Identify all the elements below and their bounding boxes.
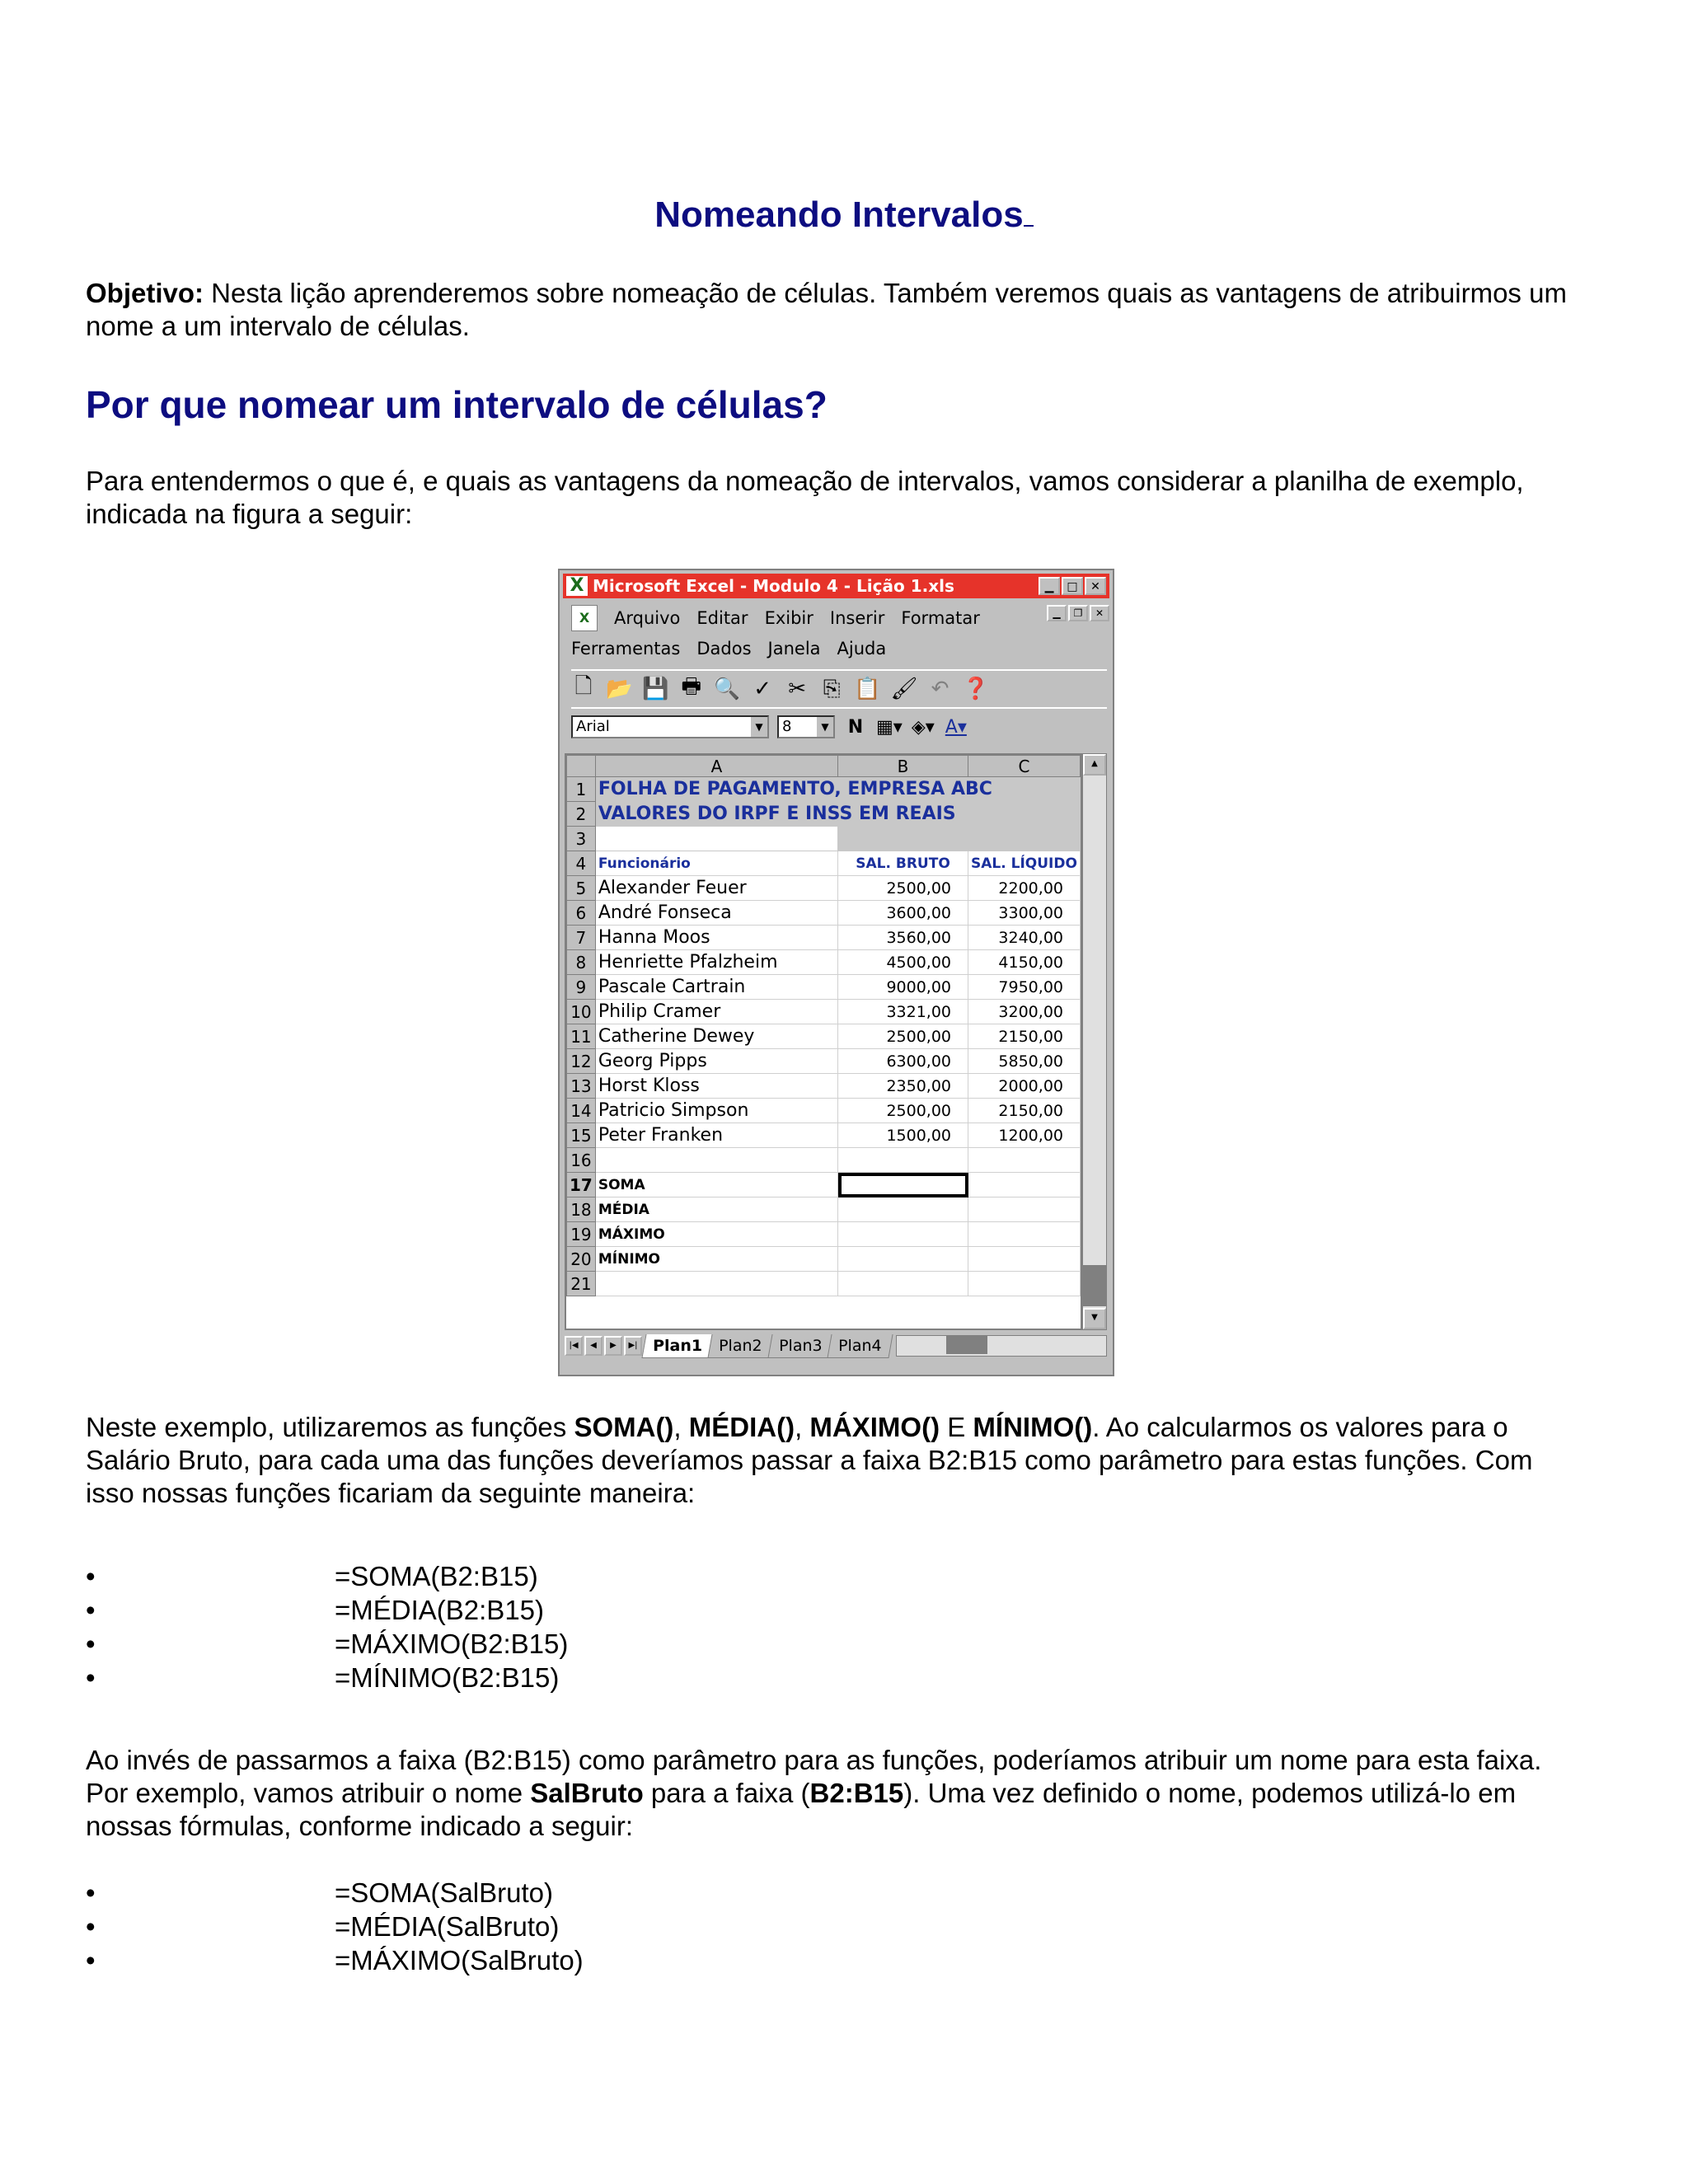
objective-paragraph: [86, 277, 1602, 343]
chevron-down-icon: ▼: [751, 717, 767, 737]
font-size-select[interactable]: [777, 715, 835, 738]
spelling-icon[interactable]: ✓: [753, 677, 772, 701]
bullet: •: [86, 1629, 96, 1659]
table-row: [567, 876, 1081, 901]
menu-janela[interactable]: Janela: [767, 639, 821, 658]
row-header[interactable]: 20: [567, 1247, 596, 1272]
table-row: [567, 1074, 1081, 1099]
table-row: [567, 1173, 1081, 1197]
selected-cell-b17[interactable]: [838, 1173, 968, 1197]
bullet: •: [86, 1595, 96, 1625]
cell-b16[interactable]: [838, 1148, 968, 1173]
row-header[interactable]: 1: [567, 777, 596, 802]
table-row: [567, 1000, 1081, 1024]
row-header[interactable]: 7: [567, 926, 596, 950]
intro-paragraph: [86, 465, 1602, 531]
row-header[interactable]: 13: [567, 1074, 596, 1099]
cell-name[interactable]: Catherine Dewey: [595, 1024, 837, 1049]
cell-sal-liquido[interactable]: 3300,00: [968, 901, 1081, 926]
cell-name[interactable]: Hanna Moos: [595, 926, 837, 950]
title-underscore: [1024, 197, 1034, 227]
chevron-down-icon: ▼: [817, 717, 833, 737]
table-row: [567, 802, 1081, 827]
vertical-scroll-thumb[interactable]: [1083, 1265, 1106, 1306]
workbook-restore-button[interactable]: ❐: [1068, 605, 1088, 621]
p3-line-1: Ao invés de passarmos a faixa (B2:B15) como parâmetro para as funções, poderíamos atribuir um nome para esta faixa.: [86, 1745, 1542, 1775]
cell-name[interactable]: Henriette Pfalzheim: [595, 950, 837, 975]
bullet: •: [86, 1911, 96, 1942]
cell-b4[interactable]: SAL. BRUTO: [838, 851, 968, 876]
functions-paragraph: [86, 1411, 1602, 1510]
cell-sal-liquido[interactable]: 7950,00: [968, 975, 1081, 1000]
formula-text: =MÁXIMO(SalBruto): [335, 1945, 584, 1975]
print-icon[interactable]: 🖶: [681, 674, 702, 699]
font-color-icon[interactable]: A▾: [945, 716, 967, 738]
cell-c21[interactable]: [968, 1272, 1081, 1296]
sheet-tab-label: Plan2: [719, 1336, 762, 1355]
table-row: [567, 975, 1081, 1000]
menu-ferramentas[interactable]: Ferramentas: [571, 639, 681, 658]
cell-b20[interactable]: [838, 1247, 968, 1272]
row-header[interactable]: 5: [567, 876, 596, 901]
cell-sal-liquido[interactable]: 1200,00: [968, 1123, 1081, 1148]
cell-name[interactable]: Alexander Feuer: [595, 876, 837, 901]
intro-line-1: Para entendermos o que é, e quais as vantagens da nomeação de intervalos, vamos considerar a planilha de exemplo,: [86, 466, 1524, 496]
cell-name[interactable]: Georg Pipps: [595, 1049, 837, 1074]
copy-icon[interactable]: ⎘: [823, 676, 841, 701]
cell-sal-bruto[interactable]: 6300,00: [838, 1049, 968, 1074]
cell-sal-bruto[interactable]: 2350,00: [838, 1074, 968, 1099]
cell-sal-liquido[interactable]: 5850,00: [968, 1049, 1081, 1074]
cell-a2[interactable]: VALORES DO IRPF E INSS EM REAIS: [595, 802, 1080, 827]
vertical-scrollbar[interactable]: [1082, 753, 1107, 1330]
cell-soma-label[interactable]: SOMA: [595, 1173, 837, 1197]
cell-minimo-label[interactable]: MÍNIMO: [595, 1247, 837, 1272]
excel-app-icon: X: [566, 576, 588, 596]
bullet: •: [86, 1945, 96, 1975]
sheet-tab-plan2[interactable]: [707, 1334, 773, 1358]
font-name-value: Arial: [576, 718, 610, 735]
workbook-window-controls: [1047, 605, 1109, 621]
cell-maximo-label[interactable]: MÁXIMO: [595, 1222, 837, 1247]
bullet: •: [86, 1662, 96, 1693]
cell-name[interactable]: Horst Kloss: [595, 1074, 837, 1099]
cell-name[interactable]: Philip Cramer: [595, 1000, 837, 1024]
p2-e: E: [940, 1412, 973, 1442]
table-row: [567, 926, 1081, 950]
bullet: •: [86, 1561, 96, 1591]
p3-text-c: ). Uma vez definido o nome, podemos utilizá-lo em: [903, 1778, 1517, 1808]
menu-editar[interactable]: Editar: [696, 608, 748, 628]
paste-icon[interactable]: 📋: [854, 677, 881, 701]
intro-line-2: indicada na figura a seguir:: [86, 499, 413, 529]
column-header-a[interactable]: A: [595, 756, 837, 777]
sheet-tab-label: Plan3: [778, 1336, 823, 1355]
select-all-corner[interactable]: [567, 756, 596, 777]
cell-sal-bruto[interactable]: 3321,00: [838, 1000, 968, 1024]
new-document-icon[interactable]: 🗋: [574, 674, 593, 699]
p2-line-3: isso nossas funções ficariam da seguinte maneira:: [86, 1478, 696, 1508]
row-header[interactable]: 11: [567, 1024, 596, 1049]
p2-soma: SOMA(): [574, 1412, 674, 1442]
cell-sal-bruto[interactable]: 1500,00: [838, 1123, 968, 1148]
formula-text: =MÉDIA(SalBruto): [335, 1911, 560, 1942]
p2-sep-2: ,: [795, 1412, 810, 1442]
table-row: [567, 1123, 1081, 1148]
horizontal-scroll-thumb[interactable]: [946, 1336, 987, 1354]
cell-sal-bruto[interactable]: 2500,00: [838, 876, 968, 901]
cell-c17[interactable]: [968, 1173, 1081, 1197]
first-sheet-icon[interactable]: |◀: [565, 1336, 583, 1356]
open-folder-icon[interactable]: 📂: [606, 677, 633, 701]
p3-text-a: Por exemplo, vamos atribuir o nome: [86, 1778, 531, 1808]
sheet-tabs-bar: [565, 1333, 1107, 1358]
next-sheet-icon[interactable]: ▶: [604, 1336, 622, 1356]
scroll-down-icon[interactable]: ▼: [1083, 1308, 1106, 1329]
cell-sal-bruto[interactable]: 3560,00: [838, 926, 968, 950]
cell-c16[interactable]: [968, 1148, 1081, 1173]
cell-name[interactable]: Peter Franken: [595, 1123, 837, 1148]
row-header[interactable]: 9: [567, 975, 596, 1000]
row-header[interactable]: 18: [567, 1197, 596, 1222]
p2-line-2: Salário Bruto, para cada uma das funções deveríamos passar a faixa B2:B15 como parâmetro para estas funções. Com: [86, 1445, 1533, 1475]
cell-name[interactable]: Patricio Simpson: [595, 1099, 837, 1123]
row-header[interactable]: 19: [567, 1222, 596, 1247]
objective-label: Objetivo:: [86, 278, 204, 308]
formula-text: =MÁXIMO(B2:B15): [335, 1629, 569, 1659]
cell-sal-liquido[interactable]: 2000,00: [968, 1074, 1081, 1099]
workbook-minimize-button[interactable]: ▁: [1047, 605, 1067, 621]
row-header[interactable]: 6: [567, 901, 596, 926]
cell-media-label[interactable]: MÉDIA: [595, 1197, 837, 1222]
column-header-row: [567, 756, 1081, 777]
menu-exibir[interactable]: Exibir: [764, 608, 814, 628]
menu-inserir[interactable]: Inserir: [829, 608, 885, 628]
undo-icon[interactable]: ↶: [931, 677, 950, 701]
page-title: Nomeando Intervalos: [86, 194, 1602, 236]
table-row: [567, 777, 1081, 802]
row-header[interactable]: 2: [567, 802, 596, 827]
scroll-up-icon[interactable]: ▲: [1083, 754, 1106, 776]
cell-sal-liquido[interactable]: 2150,00: [968, 1024, 1081, 1049]
borders-icon[interactable]: ▦▾: [876, 716, 903, 738]
row-header[interactable]: 17: [567, 1173, 596, 1197]
p2-text-a: Neste exemplo, utilizaremos as funções: [86, 1412, 574, 1442]
column-header-c[interactable]: C: [968, 756, 1081, 777]
formula-text: =SOMA(SalBruto): [335, 1877, 553, 1908]
cell-sal-liquido[interactable]: 2150,00: [968, 1099, 1081, 1123]
table-row: [567, 1024, 1081, 1049]
row-header[interactable]: 21: [567, 1272, 596, 1296]
cell-b19[interactable]: [838, 1222, 968, 1247]
cell-sal-bruto[interactable]: 2500,00: [838, 1024, 968, 1049]
format-painter-icon[interactable]: 🖌: [890, 677, 918, 701]
workbook-close-button[interactable]: ✕: [1090, 605, 1109, 621]
cut-icon[interactable]: ✂: [788, 677, 807, 701]
cell-sal-liquido[interactable]: 3200,00: [968, 1000, 1081, 1024]
p3-range: B2:B15: [809, 1778, 904, 1808]
cell-sal-bruto[interactable]: 2500,00: [838, 1099, 968, 1123]
font-size-value: 8: [782, 718, 792, 735]
table-row: [567, 1247, 1081, 1272]
row-header[interactable]: 10: [567, 1000, 596, 1024]
p3-line-3: nossas fórmulas, conforme indicado a seguir:: [86, 1811, 633, 1841]
cell-a16[interactable]: [595, 1148, 837, 1173]
objective-text-2: nome a um intervalo de células.: [86, 311, 470, 341]
last-sheet-icon[interactable]: ▶|: [624, 1336, 642, 1356]
row-header[interactable]: 14: [567, 1099, 596, 1123]
table-row: [567, 851, 1081, 876]
cell-name[interactable]: André Fonseca: [595, 901, 837, 926]
excel-window-figure: [558, 569, 1114, 1376]
cell-name[interactable]: Pascale Cartrain: [595, 975, 837, 1000]
cell-c4[interactable]: SAL. LÍQUIDO: [968, 851, 1081, 876]
minimize-button[interactable]: ▁: [1039, 577, 1060, 595]
formatting-toolbar: [571, 707, 1107, 745]
row-header[interactable]: 4: [567, 851, 596, 876]
row-header[interactable]: 15: [567, 1123, 596, 1148]
cell-c18[interactable]: [968, 1197, 1081, 1222]
table-row: [567, 1148, 1081, 1173]
workbook-icon[interactable]: X: [571, 605, 598, 631]
row-header[interactable]: 12: [567, 1049, 596, 1074]
p3-text-b: para a faixa (: [643, 1778, 810, 1808]
table-row: [567, 1049, 1081, 1074]
menu-formatar[interactable]: Formatar: [901, 608, 980, 628]
table-row: [567, 1222, 1081, 1247]
row-header[interactable]: 3: [567, 827, 596, 851]
maximize-button[interactable]: □: [1062, 577, 1083, 595]
row-header[interactable]: 16: [567, 1148, 596, 1173]
cell-a21[interactable]: [595, 1272, 837, 1296]
excel-title-bar: [563, 574, 1109, 598]
table-row: [567, 950, 1081, 975]
sheet-tab-plan1[interactable]: [641, 1334, 713, 1358]
sheet-tab-label: Plan1: [653, 1336, 703, 1355]
prev-sheet-icon[interactable]: ◀: [584, 1336, 603, 1356]
table-row: [567, 1197, 1081, 1222]
formula-text: =MÍNIMO(B2:B15): [335, 1662, 560, 1693]
cell-a3[interactable]: [595, 827, 837, 851]
table-row: [567, 901, 1081, 926]
cell-c3[interactable]: [968, 827, 1081, 851]
fill-color-icon[interactable]: ◈▾: [911, 716, 935, 738]
table-row: [567, 1272, 1081, 1296]
cell-b18[interactable]: [838, 1197, 968, 1222]
bold-button[interactable]: N: [847, 716, 864, 738]
cell-sal-liquido[interactable]: 4150,00: [968, 950, 1081, 975]
named-range-paragraph: [86, 1744, 1602, 1843]
p2-text-b: . Ao calcularmos os valores para o: [1092, 1412, 1508, 1442]
cell-b21[interactable]: [838, 1272, 968, 1296]
sheet-tab-plan4[interactable]: [827, 1334, 893, 1358]
spreadsheet-grid: [565, 753, 1082, 1330]
menu-bar: [571, 603, 1107, 666]
cell-sal-liquido[interactable]: 3240,00: [968, 926, 1081, 950]
column-header-b[interactable]: B: [838, 756, 968, 777]
p2-media: MÉDIA(): [688, 1412, 795, 1442]
p3-name: SalBruto: [530, 1778, 644, 1808]
row-header[interactable]: 8: [567, 950, 596, 975]
p2-sep-1: ,: [673, 1412, 689, 1442]
standard-toolbar: [571, 669, 1107, 707]
print-preview-icon[interactable]: 🔍: [713, 677, 741, 701]
formula-text: =SOMA(B2:B15): [335, 1561, 538, 1591]
table-row: [567, 827, 1081, 851]
cell-c19[interactable]: [968, 1222, 1081, 1247]
font-name-select[interactable]: [571, 715, 769, 738]
horizontal-scrollbar[interactable]: [896, 1335, 1107, 1357]
menu-arquivo[interactable]: Arquivo: [614, 608, 681, 628]
cell-a4[interactable]: Funcionário: [595, 851, 837, 876]
cell-b3[interactable]: [838, 827, 968, 851]
window-title: Microsoft Excel - Modulo 4 - Lição 1.xls: [593, 576, 954, 596]
cell-sal-liquido[interactable]: 2200,00: [968, 876, 1081, 901]
cell-c20[interactable]: [968, 1247, 1081, 1272]
section-heading: Por que nomear um intervalo de células?: [86, 383, 828, 426]
p2-minimo: MÍNIMO(): [973, 1412, 1093, 1442]
p2-maximo: MÁXIMO(): [809, 1412, 940, 1442]
table-row: [567, 1099, 1081, 1123]
bullet: •: [86, 1877, 96, 1908]
cell-a1[interactable]: FOLHA DE PAGAMENTO, EMPRESA ABC: [595, 777, 1080, 802]
objective-text-1: Nesta lição aprenderemos sobre nomeação de células. Também veremos quais as vantagens de atribuirmos um: [204, 278, 1567, 308]
save-icon[interactable]: 💾: [642, 677, 669, 701]
menu-ajuda[interactable]: Ajuda: [837, 639, 887, 658]
cell-sal-bruto[interactable]: 4500,00: [838, 950, 968, 975]
formula-text: =MÉDIA(B2:B15): [335, 1595, 545, 1625]
close-button[interactable]: ✕: [1085, 577, 1106, 595]
cell-sal-bruto[interactable]: 3600,00: [838, 901, 968, 926]
sheet-tab-plan3[interactable]: [767, 1334, 833, 1358]
help-icon[interactable]: ❓: [962, 677, 989, 701]
cell-sal-bruto[interactable]: 9000,00: [838, 975, 968, 1000]
menu-dados[interactable]: Dados: [696, 639, 752, 658]
sheet-tab-label: Plan4: [838, 1336, 882, 1355]
